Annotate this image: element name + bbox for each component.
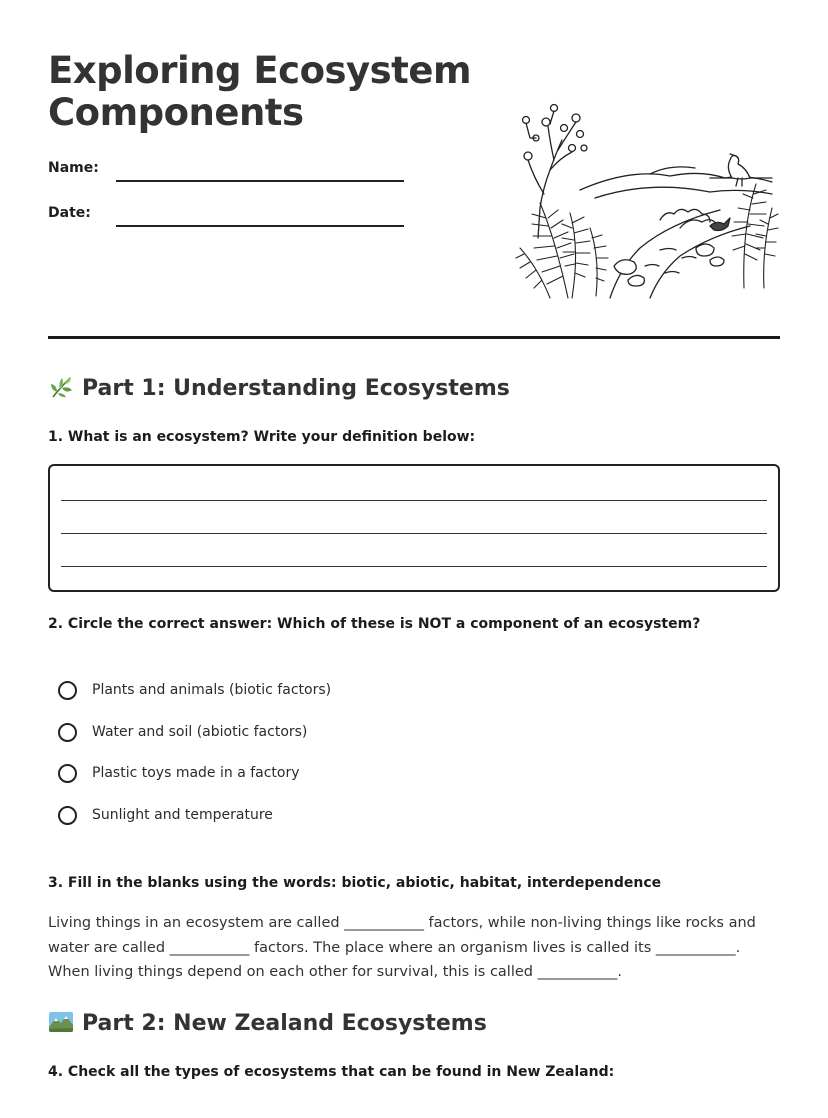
fill-in-blanks-text: Living things in an ecosystem are called ___________ factors, while non-living things like rocks and water are called ___________ factors. The place where an organism lives is called its ___________. When living things depend on each other for survival, this is called ___________.: [48, 915, 756, 980]
option-sunlight-temperature[interactable]: [58, 803, 273, 827]
question-2: 2. Circle the correct answer: Which of these is NOT a component of an ecosystem?: [48, 616, 701, 632]
option-label: Plastic toys made in a factory: [92, 765, 300, 781]
date-label: Date:: [48, 205, 91, 221]
option-water-soil[interactable]: [58, 720, 307, 744]
radio-circle[interactable]: [58, 806, 77, 825]
part1-title-text: Part 1: Understanding Ecosystems: [82, 376, 510, 401]
option-label: Plants and animals (biotic factors): [92, 682, 332, 698]
option-label: Water and soil (abiotic factors): [92, 724, 308, 740]
part1-title: [48, 374, 510, 401]
radio-circle[interactable]: [58, 723, 77, 742]
radio-circle[interactable]: [58, 764, 77, 783]
part2-title-text: Part 2: New Zealand Ecosystems: [82, 1011, 487, 1036]
name-label: Name:: [48, 160, 99, 176]
option-label: Sunlight and temperature: [92, 807, 273, 823]
section-divider: [48, 336, 780, 339]
option-plastic-toys[interactable]: [58, 761, 300, 785]
part2-title: [48, 1009, 487, 1036]
definition-answer-box[interactable]: [48, 464, 780, 592]
answer-line[interactable]: [61, 500, 767, 501]
radio-circle[interactable]: [58, 681, 77, 700]
date-field[interactable]: [116, 225, 404, 227]
name-field[interactable]: [116, 180, 404, 182]
question-3: 3. Fill in the blanks using the words: biotic, abiotic, habitat, interdependence: [48, 875, 662, 891]
answer-line[interactable]: [61, 533, 767, 534]
worksheet-title: Exploring Ecosystem Components: [48, 49, 471, 134]
option-plants-animals[interactable]: [58, 678, 331, 702]
question-4: 4. Check all the types of ecosystems that can be found in New Zealand:: [48, 1064, 615, 1080]
question-1: 1. What is an ecosystem? Write your definition below:: [48, 429, 476, 445]
answer-line[interactable]: [61, 566, 767, 567]
landscape-photo-icon: [48, 1009, 74, 1035]
herb-icon: [48, 374, 74, 400]
ecosystem-illustration: [510, 98, 782, 300]
